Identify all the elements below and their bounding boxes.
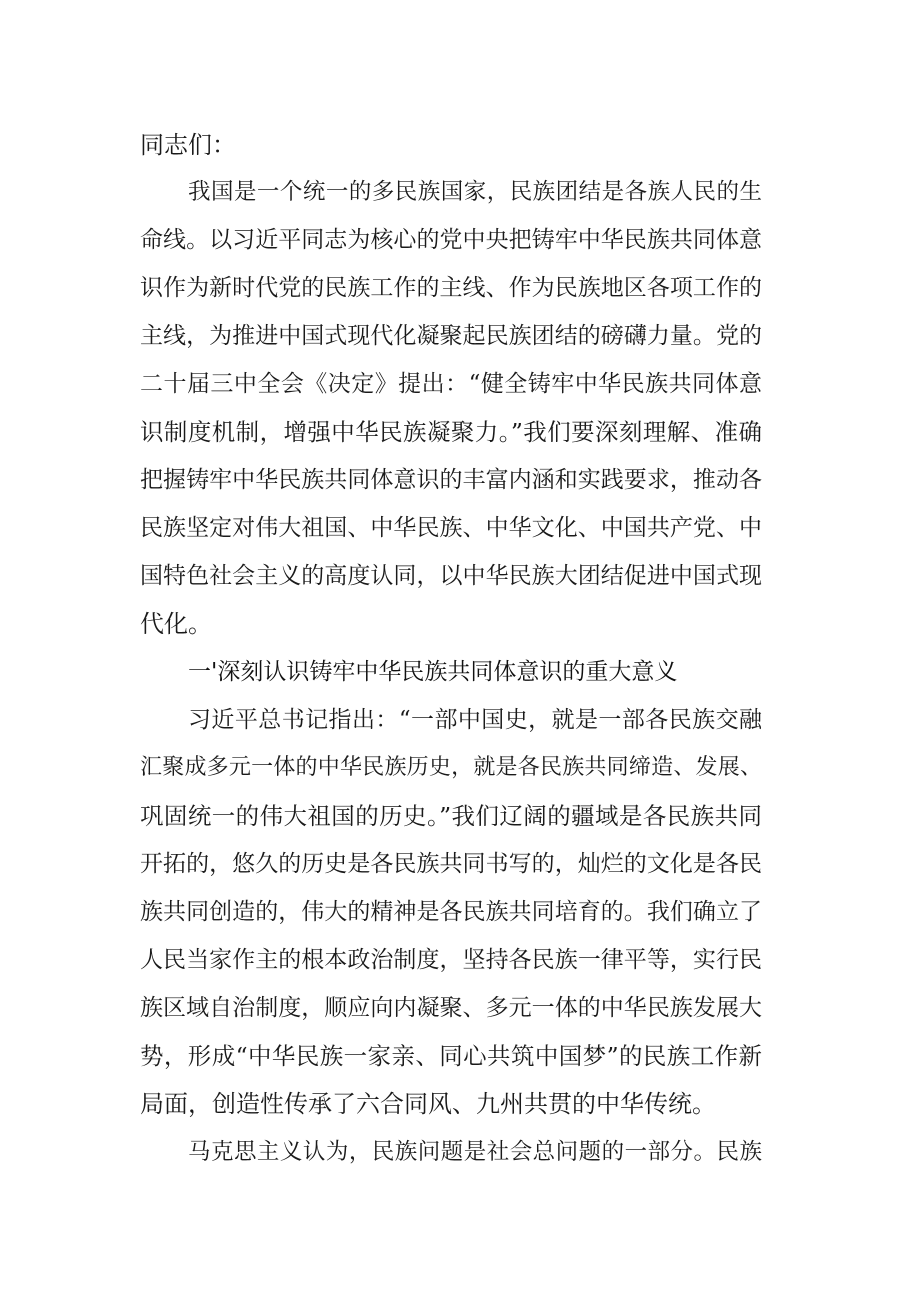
paragraph-2-line-7: 族区域自治制度，顺应向内凝聚、多元一体的中华民族发展大 bbox=[140, 995, 762, 1021]
paragraph-1-line-6: 识制度机制，增强中华民族凝聚力。”我们要深刻理解、准确 bbox=[140, 418, 762, 446]
paragraph-1-line-4: 主线，为推进中国式现代化凝聚起民族团结的磅礴力量。党的 bbox=[140, 323, 762, 349]
paragraph-1-line-1: 我国是一个统一的多民族国家，民族团结是各族人民的生 bbox=[188, 179, 762, 205]
paragraph-3-line-1: 马克思主义认为，民族问题是社会总问题的一部分。民族 bbox=[188, 1139, 762, 1165]
paragraph-2-line-4: 开拓的，悠久的历史是各民族共同书写的，灿烂的文化是各民 bbox=[140, 851, 762, 877]
paragraph-1-line-7: 把握铸牢中华民族共同体意识的丰富内涵和实践要求，推动各 bbox=[140, 467, 762, 493]
paragraph-2-line-5: 族共同创造的，伟大的精神是各民族共同培育的。我们确立了 bbox=[140, 899, 762, 925]
section-heading: 一'深刻认识铸牢中华民族共同体意识的重大意义 bbox=[188, 659, 678, 685]
paragraph-2-line-6: 人民当家作主的根本政治制度，坚持各民族一律平等，实行民 bbox=[140, 947, 762, 973]
paragraph-1-line-2: 命线。以习近平同志为核心的党中央把铸牢中华民族共同体意 bbox=[140, 227, 762, 253]
paragraph-2-line-8: 势，形成“中华民族一家亲、同心共筑中国梦”的民族工作新 bbox=[140, 1042, 762, 1070]
paragraph-2-line-1: 习近平总书记指出：“一部中国史，就是一部各民族交融 bbox=[188, 707, 762, 733]
salutation: 同志们： bbox=[140, 131, 236, 159]
paragraph-2-line-3: 巩固统一的伟大祖国的历史。”我们辽阔的疆域是各民族共同 bbox=[140, 802, 762, 830]
paragraph-2-line-9: 局面，创造性传承了六合同风、九州共贯的中华传统。 bbox=[140, 1090, 716, 1118]
paragraph-1-line-9: 国特色社会主义的高度认同，以中华民族大团结促进中国式现 bbox=[140, 563, 762, 589]
paragraph-2-line-2: 汇聚成多元一体的中华民族历史，就是各民族共同缔造、发展、 bbox=[140, 755, 762, 780]
paragraph-1-line-3: 识作为新时代党的民族工作的主线、作为民族地区各项工作的 bbox=[140, 275, 762, 301]
paragraph-1-line-10: 代化。 bbox=[140, 610, 212, 638]
paragraph-1-line-8: 民族坚定对伟大祖国、中华民族、中华文化、中国共产党、中 bbox=[140, 515, 762, 541]
paragraph-1-line-5: 二十届三中全会《决定》提出：“健全铸牢中华民族共同体意 bbox=[140, 371, 762, 397]
